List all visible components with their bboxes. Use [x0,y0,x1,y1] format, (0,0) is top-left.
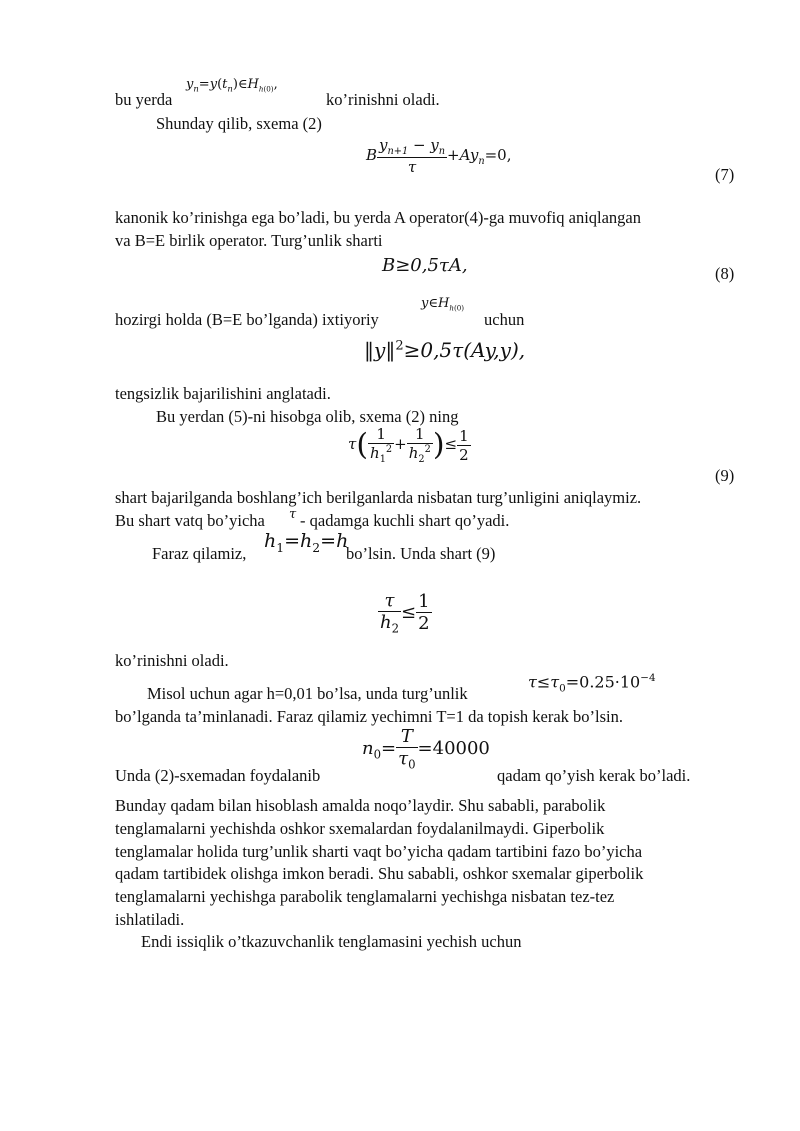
text-line: va B=E birlik operator. Turg’unlik sharti [115,231,383,250]
formula-h-equal: $h_1=h_2=h$ [264,530,349,555]
formula-example: $\tau\le\tau_0=0.25\cdot 10^{-4}$ [528,672,656,695]
text-line: ko’rinishni oladi. [326,90,440,109]
text-line: qadam qo’yish kerak bo’ladi. [497,766,691,785]
text-line: qadam tartibidek olishga imkon beradi. Shu sababli, oshkor sxemalar giperbolik [115,864,644,883]
formula-scheme: B $\frac{y_{n+1} - y_n}{\tau}$ $+Ay_n=0$, [366,136,512,176]
text-line: tenglamalarni yechishda oshkor sxemalardan foydalanilmaydi. Giperbolik [115,819,605,838]
formula-example-value: =0.25·10 [565,672,641,692]
text-line: Shunday qilib, sxema (2) [156,114,322,133]
text-line: tenglamalar holida turg’unlik sharti vaqt bo’yicha qadam tartibini fazo bo’yicha [115,842,643,861]
text-line: shart bajarilganda boshlang’ich berilganlarda nisbatan turg’unligini aniqlaymiz. [115,488,642,507]
text-line: kanonik ko’rinishga ega bo’ladi, bu yerda A operator(4)-ga muvofiq aniqlangan [115,208,642,227]
text-line: Bu yerdan (5)-ni hisobga olib, sxema (2) ning [156,407,459,426]
formula-norm: ‖y‖$^2$≥0,5τ(Ay,y), [364,338,526,362]
text-line: Bunday qadam bilan hisoblash amalda noqo’laydir. Shu sababli, parabolik [115,796,606,815]
text-line: Faraz qilamiz, [152,544,247,563]
text-line: tengsizlik bajarilishini anglatadi. [115,384,331,403]
text-line: hozirgi holda (B=E bo’lganda) ixtiyoriy [115,310,379,329]
equation-number: (8) [715,264,735,283]
text-line: Misol uchun agar h=0,01 bo’lsa, unda turg’unlik [147,684,468,703]
text-line: ko’rinishni oladi. [115,651,229,670]
formula-n0-value: =40000 [417,737,490,759]
text-line: Bu shart vatq bo’yicha [115,511,265,530]
equation-number: (7) [715,165,735,184]
text-line: bo’lsin. Unda shart (9) [346,544,496,563]
formula-tau: τ [289,507,297,522]
formula-n0: $n_0=$ $\frac{T}{\tau_0}$ =40000 [362,726,490,772]
formula-condition-9: τ( $\frac{1}{h_1^2}$ + $\frac{1}{h_2^2}$ )≤ $\frac{1}{2}$ [348,425,469,465]
text-line: uchun [484,310,525,329]
formula-example-exponent: −4 [640,672,656,684]
formula-yn: $y_n=y(t_n)\in H_{h(0)}$, [186,77,278,94]
formula-condition-simplified: $\frac{\tau}{h_2}$ ≤ $\frac{1}{2}$ [380,590,430,636]
formula-norm-rest: ≥0,5τ(Ay,y), [403,338,526,362]
formula-y-in-H: $y\in H_{h(0)}$ [421,296,465,313]
text-line: bu yerda [115,90,173,109]
formula-stability: B≥0,5τA, [382,255,468,276]
equation-number: (9) [715,466,735,485]
text-line: tenglamalarni yechishga parabolik tenglamalarni yechishga nisbatan tez-tez [115,887,615,906]
text-line: bo’lganda ta’minlanadi. Faraz qilamiz yechimni T=1 da topish kerak bo’lsin. [115,707,623,726]
text-line: Endi issiqlik o’tkazuvchanlik tenglamasini yechish uchun [141,932,522,951]
text-line: Unda (2)-sxemadan foydalanib [115,766,321,785]
text-line: ishlatiladi. [115,910,185,929]
text-line: - qadamga kuchli shart qo’yadi. [300,511,510,530]
